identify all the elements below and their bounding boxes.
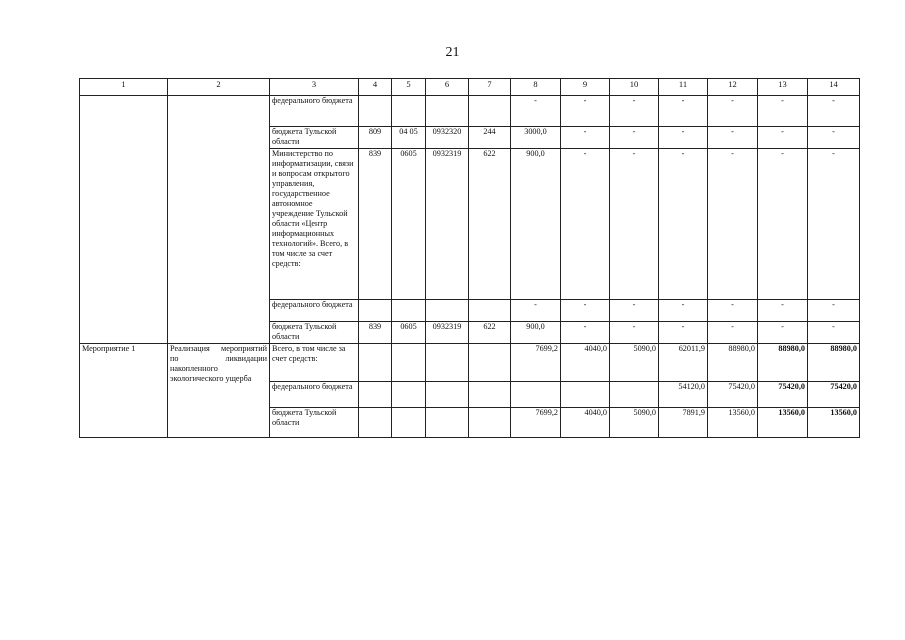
table-cell: - [708,149,758,300]
table-cell [426,300,469,322]
table-cell: 900,0 [511,149,561,300]
funding-source-cell: бюджета Тульской области [270,408,359,438]
table-cell: - [659,322,708,344]
table-row [80,96,860,127]
table-cell: 04 05 [392,127,426,149]
table-cell: - [610,322,659,344]
table-cell: 62011,9 [659,344,708,382]
table-cell: 13560,0 [758,408,808,438]
table-cell: - [561,300,610,322]
column-header: 10 [610,79,659,96]
table-cell: - [511,96,561,127]
table-cell: - [808,96,860,127]
table-cell [469,300,511,322]
funding-source-cell: бюджета Тульской области [270,127,359,149]
table-cell: 5090,0 [610,344,659,382]
table-cell: 4040,0 [561,344,610,382]
table-cell: 0932319 [426,322,469,344]
funding-source-cell: федерального бюджета [270,382,359,408]
empty-cell [469,344,511,382]
table-cell: 88980,0 [808,344,860,382]
column-header: 8 [511,79,561,96]
table-cell: - [659,149,708,300]
table-cell: 0605 [392,322,426,344]
table-cell [359,300,392,322]
column-header: 7 [469,79,511,96]
column-header: 13 [758,79,808,96]
table-cell [561,382,610,408]
empty-cell [392,408,426,438]
table-cell: - [511,300,561,322]
table-cell: 244 [469,127,511,149]
table-cell: 622 [469,149,511,300]
column-header: 2 [168,79,270,96]
column-header: 12 [708,79,758,96]
table-cell: - [561,322,610,344]
table-cell: - [758,127,808,149]
empty-cell [469,382,511,408]
measure-name-text: Реализация мероприятий по ликвидации накопленного экологического ущерба [170,344,267,383]
table-cell: - [708,127,758,149]
column-header: 6 [426,79,469,96]
table-cell: 4040,0 [561,408,610,438]
empty-cell [426,408,469,438]
table-row [80,344,860,382]
table-cell: - [758,322,808,344]
column-header: 4 [359,79,392,96]
table-cell: 13560,0 [708,408,758,438]
empty-cell [359,344,392,382]
table-cell: - [659,96,708,127]
table-cell: - [610,96,659,127]
table-cell: 7699,2 [511,344,561,382]
table-cell: 839 [359,322,392,344]
table-cell: 13560,0 [808,408,860,438]
column-header: 14 [808,79,860,96]
measure-label: Мероприятие 1 [80,344,168,438]
table-cell: - [758,300,808,322]
table-cell: - [808,300,860,322]
table-cell [511,382,561,408]
table-cell: - [808,127,860,149]
empty-cell [168,96,270,344]
table-cell [392,96,426,127]
funding-source-cell: бюджета Тульской области [270,322,359,344]
table-cell: 622 [469,322,511,344]
column-header: 11 [659,79,708,96]
empty-cell [392,344,426,382]
column-header: 1 [80,79,168,96]
table-cell [359,96,392,127]
table-cell: - [659,300,708,322]
table-cell [426,96,469,127]
funding-source-cell: Всего, в том числе за счет средств: [270,344,359,382]
table-cell: - [561,96,610,127]
table-cell: 0932320 [426,127,469,149]
measure-name [168,344,270,438]
table-cell: 75420,0 [808,382,860,408]
budget-table [79,78,860,438]
table-cell: 839 [359,149,392,300]
funding-source-cell: Министерство по информатизации, связи и вопросам открытого управления, государственное автономное учреждение Тульской области «Центр информационных технологий». Всего, в том числе за счет средств: [270,149,359,300]
empty-cell [426,382,469,408]
column-header: 3 [270,79,359,96]
table-cell: 88980,0 [758,344,808,382]
table-cell: 75420,0 [708,382,758,408]
table-cell: 900,0 [511,322,561,344]
empty-cell [359,408,392,438]
table-cell: - [758,96,808,127]
table-cell: - [708,96,758,127]
funding-source-cell: федерального бюджета [270,300,359,322]
table-header-row [80,79,860,96]
table-cell: - [708,300,758,322]
empty-cell [469,408,511,438]
empty-cell [392,382,426,408]
empty-cell [359,382,392,408]
table-cell: - [808,149,860,300]
table-cell: - [561,127,610,149]
table-cell: - [610,149,659,300]
table-cell: 809 [359,127,392,149]
table-cell: 54120,0 [659,382,708,408]
table-cell: 7891,9 [659,408,708,438]
column-header: 5 [392,79,426,96]
table-cell: - [610,300,659,322]
table-cell: 0605 [392,149,426,300]
table-cell [469,96,511,127]
empty-cell [426,344,469,382]
table-cell: 75420,0 [758,382,808,408]
table-cell: 3000,0 [511,127,561,149]
table-cell [610,382,659,408]
table-cell: 88980,0 [708,344,758,382]
table-cell: 0932319 [426,149,469,300]
table-cell: - [659,127,708,149]
table-cell: - [808,322,860,344]
empty-cell [80,96,168,344]
column-header: 9 [561,79,610,96]
table-cell: - [561,149,610,300]
table-cell: - [708,322,758,344]
page-number: 21 [445,45,460,60]
table-cell: - [610,127,659,149]
table-cell [392,300,426,322]
table-cell: 5090,0 [610,408,659,438]
funding-source-cell: федерального бюджета [270,96,359,127]
table-cell: 7699,2 [511,408,561,438]
table-cell: - [758,149,808,300]
